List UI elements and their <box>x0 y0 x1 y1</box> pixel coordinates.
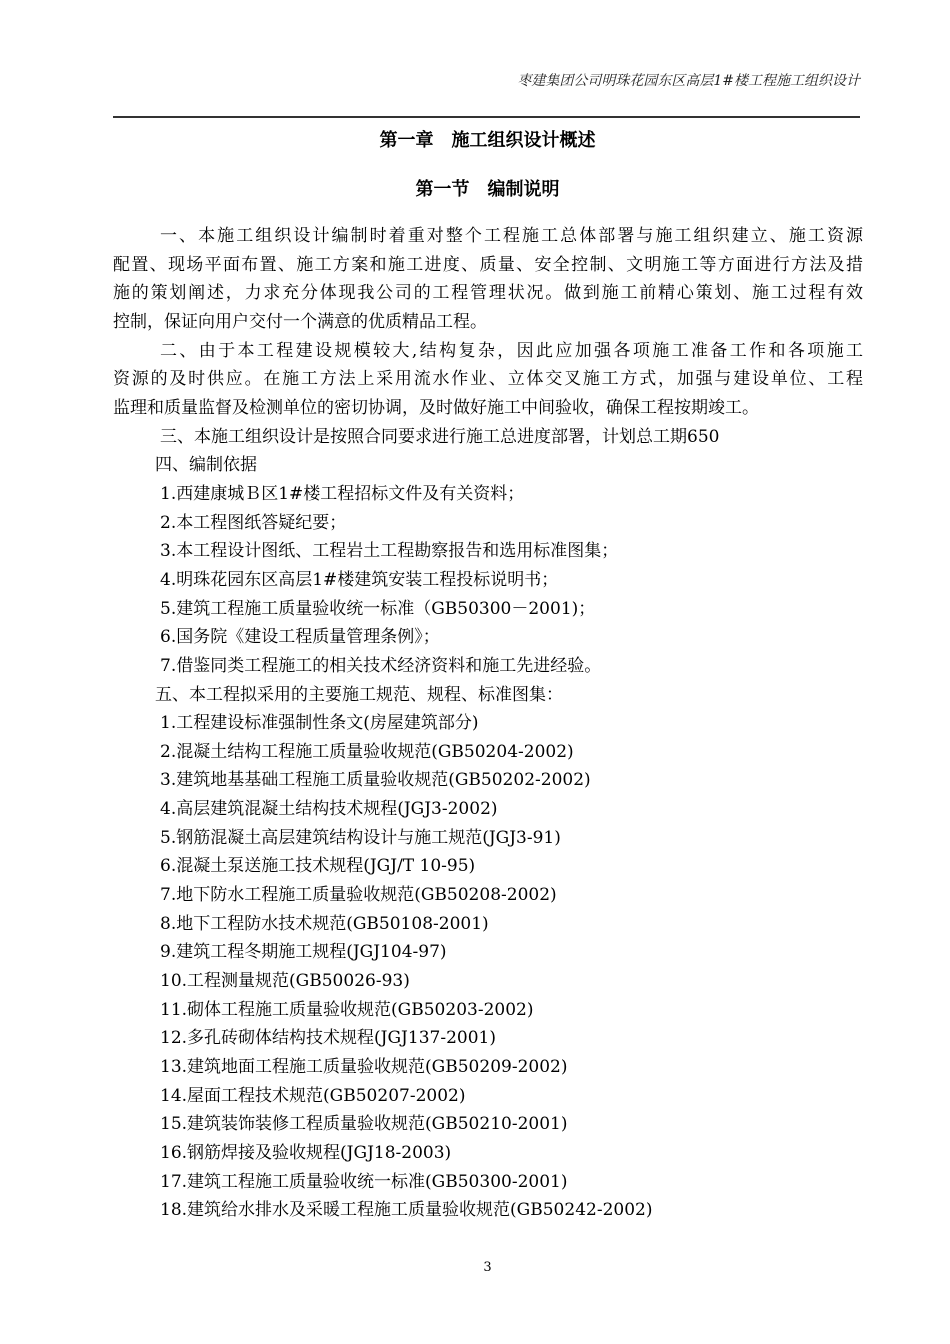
standard-item: 13.建筑地面工程施工质量验收规范(GB50209-2002) <box>160 1057 568 1078</box>
paragraph-line: 配置、现场平面布置、施工方案和施工进度、质量、安全控制、文明施工等方面进行方法及措 <box>113 254 863 275</box>
standard-item: 7.地下防水工程施工质量验收规范(GB50208-2002) <box>160 885 557 906</box>
standard-item: 11.砌体工程施工质量验收规范(GB50203-2002) <box>160 999 534 1020</box>
paragraph-line: 施的策划阐述，力求充分体现我公司的工程管理状况。做到施工前精心策划、施工过程有效 <box>113 283 863 304</box>
basis-item: 2.本工程图纸答疑纪要； <box>160 512 347 533</box>
paragraph-line: 资源的及时供应。在施工方法上采用流水作业、立体交叉施工方式，加强与建设单位、工程 <box>113 369 863 390</box>
basis-item: 3.本工程设计图纸、工程岩土工程勘察报告和选用标准图集； <box>160 541 619 562</box>
standard-item: 2.混凝土结构工程施工质量验收规范(GB50204-2002) <box>160 741 574 762</box>
basis-heading: 四、编制依据 <box>155 455 257 476</box>
basis-item: 1.西建康城Ｂ区1#楼工程招标文件及有关资料； <box>160 483 525 504</box>
standard-item: 16.钢筋焊接及验收规程(JGJ18-2003) <box>160 1143 452 1163</box>
basis-item: 5.建筑工程施工质量验收统一标准（GB50300－2001)； <box>160 598 596 619</box>
paragraph-line: 一、本施工组织设计编制时着重对整个工程施工总体部署与施工组织建立、施工资源 <box>160 226 863 246</box>
basis-item: 4.明珠花园东区高层1#楼建筑安装工程投标说明书； <box>160 569 559 590</box>
page-number: 3 <box>483 1260 492 1275</box>
standard-item: 15.建筑装饰装修工程质量验收规范(GB50210-2001) <box>160 1114 568 1135</box>
standard-item: 3.建筑地基基础工程施工质量验收规范(GB50202-2002) <box>160 770 591 791</box>
basis-item: 7.借鉴同类工程施工的相关技术经济资料和施工先进经验。 <box>160 655 602 676</box>
standard-item: 14.屋面工程技术规范(GB50207-2002) <box>160 1085 466 1106</box>
paragraph-line: 二、由于本工程建设规模较大,结构复杂，因此应加强各项施工准备工作和各项施工 <box>160 340 863 361</box>
standards-heading: 五、本工程拟采用的主要施工规范、规程、标准图集： <box>155 684 563 705</box>
standard-item: 17.建筑工程施工质量验收统一标准(GB50300-2001) <box>160 1171 568 1192</box>
standard-item: 1.工程建设标准强制性条文(房屋建筑部分) <box>160 713 479 734</box>
standard-item: 6.混凝土泵送施工技术规程(JGJ/T 10-95) <box>160 856 476 877</box>
standard-item: 9.建筑工程冬期施工规程(JGJ104-97) <box>160 942 447 963</box>
body-text <box>113 222 863 1225</box>
paragraph-line: 三、本施工组织设计是按照合同要求进行施工总进度部署，计划总工期650 <box>160 426 720 447</box>
standard-item: 12.多孔砖砌体结构技术规程(JGJ137-2001) <box>160 1028 496 1049</box>
standard-item: 5.钢筋混凝土高层建筑结构设计与施工规范(JGJ3-91) <box>160 827 561 848</box>
basis-item: 6.国务院《建设工程质量管理条例》； <box>160 627 440 648</box>
standard-item: 10.工程测量规范(GB50026-93) <box>160 971 410 992</box>
running-header: 枣建集团公司明珠花园东区高层1#楼工程施工组织设计 <box>517 73 860 89</box>
standard-item: 4.高层建筑混凝土结构技术规程(JGJ3-2002) <box>160 799 498 820</box>
paragraph-line: 控制，保证向用户交付一个满意的优质精品工程。 <box>113 311 487 332</box>
standard-item: 8.地下工程防水技术规范(GB50108-2001) <box>160 913 489 934</box>
paragraph-line: 监理和质量监督及检测单位的密切协调，及时做好施工中间验收，确保工程按期竣工。 <box>113 397 759 418</box>
standard-item: 18.建筑给水排水及采暖工程施工质量验收规范(GB50242-2002) <box>160 1200 653 1221</box>
header-rule <box>113 116 860 118</box>
section-title: 第一节 编制说明 <box>415 179 560 200</box>
chapter-title: 第一章 施工组织设计概述 <box>379 130 596 151</box>
